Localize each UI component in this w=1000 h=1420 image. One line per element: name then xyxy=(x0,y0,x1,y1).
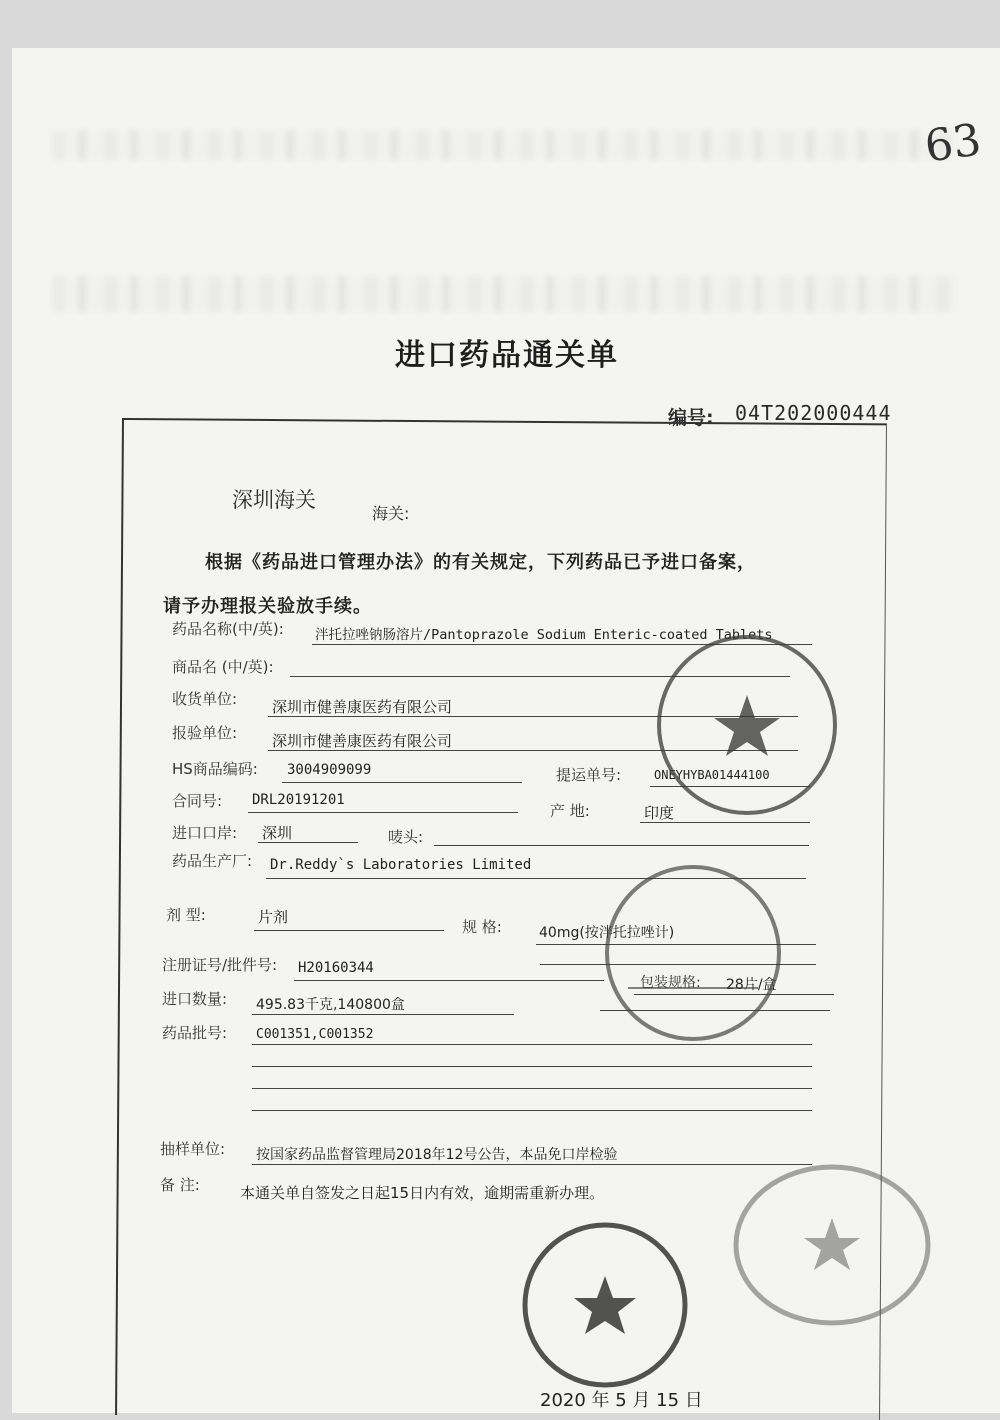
document-title: 进口药品通关单 xyxy=(395,338,619,373)
issue-date: 2020 年 5 月 15 日 xyxy=(540,1390,703,1411)
hs-code-value: 3004909099 xyxy=(287,762,372,778)
redacted-band-middle xyxy=(52,276,960,312)
contract-label: 合同号: xyxy=(172,792,223,810)
registration-label: 注册证号/批件号: xyxy=(162,956,278,974)
origin-line xyxy=(640,822,810,823)
package-value: 28片/盒 xyxy=(726,977,777,993)
port-line xyxy=(258,842,358,843)
dock-label: 唛头: xyxy=(388,828,424,846)
sampling-line xyxy=(252,1164,812,1165)
dock-line xyxy=(434,845,809,846)
trade-name-label: 商品名 (中/英): xyxy=(172,658,274,676)
port-value: 深圳 xyxy=(262,824,293,842)
sampling-value: 按国家药品监督管理局2018年12号公告，本品免口岸检验 xyxy=(256,1147,618,1163)
quantity-line xyxy=(252,1014,514,1015)
origin-value: 印度 xyxy=(644,804,675,822)
serial-label: 编号: xyxy=(668,407,714,429)
spec-label: 规 格: xyxy=(462,918,502,936)
origin-label: 产 地: xyxy=(550,802,590,820)
drug-name-value: 泮托拉唑钠肠溶片/Pantoprazole Sodium Enteric-coated Tablets xyxy=(315,627,773,643)
inspection-unit-value: 深圳市健善康医药有限公司 xyxy=(272,732,453,750)
redacted-band-top xyxy=(52,130,960,160)
market-regulation-seal-stamp xyxy=(520,1218,690,1393)
batch-value: C001351,C001352 xyxy=(256,1027,374,1042)
registration-line xyxy=(294,980,604,981)
contract-value: DRL20191201 xyxy=(252,792,345,808)
batch-line-3 xyxy=(252,1088,812,1089)
quantity-value: 495.83千克,140800盒 xyxy=(256,997,405,1013)
inspection-unit-label: 报验单位: xyxy=(172,724,238,742)
consignee-value: 深圳市健善康医药有限公司 xyxy=(272,698,453,716)
contract-line xyxy=(248,812,518,813)
remarks-label: 备 注: xyxy=(160,1176,200,1194)
batch-label: 药品批号: xyxy=(162,1024,228,1042)
quality-dept-seal-stamp xyxy=(598,858,788,1048)
hs-code-line xyxy=(282,782,522,783)
drug-name-label: 药品名称(中/英): xyxy=(172,620,284,638)
sampling-label: 抽样单位: xyxy=(160,1140,226,1158)
dosage-form-label: 剂 型: xyxy=(166,906,206,924)
quantity-label: 进口数量: xyxy=(162,990,228,1008)
dosage-form-value: 片剂 xyxy=(258,908,289,926)
customs-name: 深圳海关 xyxy=(232,488,316,512)
package-label: 包装规格: xyxy=(640,975,701,991)
bill-label: 提运单号: xyxy=(556,766,622,784)
county-pharma-seal-stamp xyxy=(732,1160,932,1330)
bill-value: ONEYHYBA01444100 xyxy=(654,768,770,782)
spec-value: 40mg(按泮托拉唑计) xyxy=(539,925,675,941)
intro-line-2: 请予办理报关验放手续。 xyxy=(163,596,372,617)
intro-line-1: 根据《药品进口管理办法》的有关规定，下列药品已予进口备案， xyxy=(205,552,756,573)
margin-handwritten-number: 63 xyxy=(921,114,985,173)
hs-code-label: HS商品编码: xyxy=(172,760,258,778)
port-label: 进口口岸: xyxy=(172,824,238,842)
company-seal-stamp xyxy=(652,630,842,820)
remarks-value: 本通关单自签发之日起15日内有效，逾期需重新办理。 xyxy=(240,1184,605,1202)
manufacturer-label: 药品生产厂: xyxy=(172,852,253,870)
batch-line-2 xyxy=(252,1066,812,1067)
manufacturer-value: Dr.Reddy`s Laboratories Limited xyxy=(270,857,532,873)
registration-value: H20160344 xyxy=(298,960,374,976)
customs-suffix: 海关: xyxy=(372,504,410,523)
consignee-label: 收货单位: xyxy=(172,690,238,708)
serial-number: 04T202000444 xyxy=(735,401,892,425)
batch-line-4 xyxy=(252,1110,812,1111)
dosage-form-line xyxy=(254,930,444,931)
